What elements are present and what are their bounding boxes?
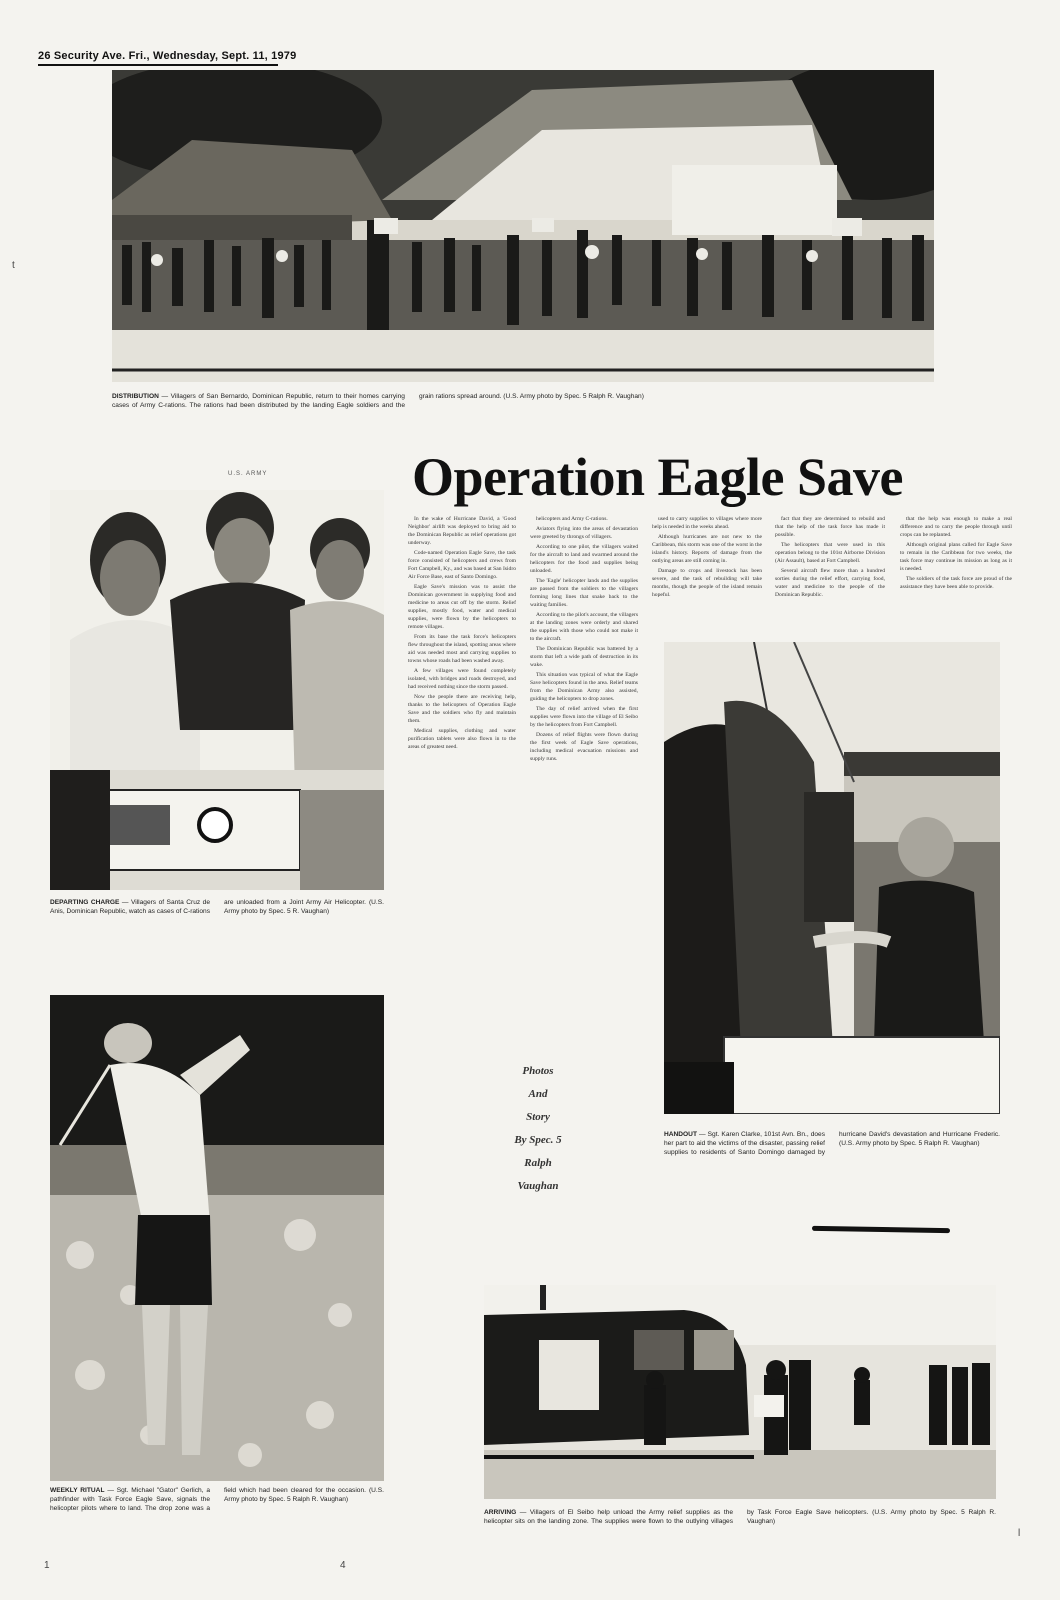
caption-left-upper xyxy=(50,898,384,936)
article-paragraph: In the wake of Hurricane David, a 'Good Neighbor' airlift was deployed to bring aid to the Dominican Republic as relief operations got underway. xyxy=(408,516,516,546)
ink-smudge xyxy=(812,1226,950,1233)
edge-mark: t xyxy=(12,260,15,271)
article-column-3 xyxy=(652,515,762,640)
article-paragraph: Damage to crops and livestock has been severe, and the task of rebuilding will take months, though the people of the island remain hopeful. xyxy=(652,568,762,598)
caption-left-upper-lead: DEPARTING CHARGE xyxy=(50,899,120,906)
helicopter-image xyxy=(484,1285,996,1499)
page-folio: 26 Security Ave. Fri., Wednesday, Sept. 11, 1979 xyxy=(38,50,278,66)
edge-mark: 4 xyxy=(340,1560,346,1571)
article-paragraph: According to one pilot, the villagers waited for the aircraft to land and swarmed around the helicopters for the food and supplies being unloaded. xyxy=(530,544,638,574)
article-paragraph: Aviators flying into the areas of devastation were greeted by throngs of villagers. xyxy=(530,526,638,540)
caption-left-lower xyxy=(50,1486,384,1524)
article-paragraph: fact that they are determined to rebuild and that the help of the task force has made it possible. xyxy=(775,516,885,538)
edge-mark: l xyxy=(1018,1528,1021,1539)
byline-line: Story xyxy=(526,1111,550,1123)
byline-line: Photos xyxy=(522,1065,554,1077)
small-photo-credit: U.S. ARMY xyxy=(228,471,268,477)
caption-right-mid-text: — Sgt. Karen Clarke, 101st Avn. Bn., does her part to aid the victims of the disaster, passing relief supplies to residents of Santo Domingo damaged by hurricane David's devastation and Hurricane Frederic. (U.S. Army photo by Spec. 5 Ralph R. Vaughan) xyxy=(664,1131,1000,1156)
article-column-1 xyxy=(408,515,516,1012)
photo-handout xyxy=(664,642,1000,1114)
caption-right-mid-lead: HANDOUT xyxy=(664,1131,697,1138)
byline-line: And xyxy=(528,1088,548,1100)
article-paragraph: The 'Eagle' helicopter lands and the supplies are passed from the soldiers to the villagers forming long lines that snake back to the waiting families. xyxy=(530,578,638,608)
headline: Operation Eagle Save xyxy=(412,447,903,507)
byline-line: Ralph xyxy=(524,1157,552,1169)
article-paragraph: The Dominican Republic was battered by a storm that left a wide path of destruction in its wake. xyxy=(530,646,638,668)
article-paragraph: Although original plans called for Eagle Save to remain in the Caribbean for two weeks, the task force may continue its mission as long as it is needed. xyxy=(900,542,1012,572)
byline-line: Vaughan xyxy=(517,1180,559,1192)
handout-image xyxy=(664,642,1000,1114)
article-paragraph: Medical supplies, clothing and water purification tablets were also flown in to the areas of greatest need. xyxy=(408,728,516,750)
caption-bottom-lead: ARRIVING xyxy=(484,1509,517,1516)
caption-top-lead: DISTRIBUTION xyxy=(112,393,159,400)
article-column-5 xyxy=(900,515,1012,640)
article-paragraph: The helicopters that were used in this operation belong to the 101st Airborne Division (Air Assault), based at Fort Campbell. xyxy=(775,542,885,564)
byline xyxy=(478,1060,598,1198)
article-paragraph: Now the people there are receiving help, thanks to the helicopters of Operation Eagle Save and the soldiers who fly and maintain them. xyxy=(408,694,516,724)
pathfinder-image xyxy=(50,995,384,1481)
article-paragraph: helicopters and Army C-rations. xyxy=(536,516,608,522)
caption-left-upper-text: — Villagers of Santa Cruz de Anis, Dominican Republic, watch as cases of C-rations are unloaded from a Joint Army Air Helicopter. (U.S. Army photo by Spec. 5 R. Vaughan) xyxy=(50,899,384,915)
article-column-2 xyxy=(530,515,638,1012)
caption-bottom-text: — Villagers of El Seibo help unload the Army relief supplies as the helicopter sits on the landing zone. The supplies were flown to the outlying villages by Task Force Eagle Save helicopters. (U.S. Army photo by Spec. 5 Ralph R. Vaughan) xyxy=(484,1509,996,1525)
edge-mark: 1 xyxy=(44,1560,50,1571)
caption-top xyxy=(112,392,712,418)
caption-top-text: — Villagers of San Bernardo, Dominican Republic, return to their homes carrying cases of Army C-rations. The rations had been distributed by the landing Eagle soldiers and the grain rations spread around. (U.S. Army photo by Spec. 5 Ralph R. Vaughan) xyxy=(112,393,644,409)
article-paragraph: used to carry supplies to villages where more help is needed in the weeks ahead. xyxy=(652,516,762,530)
photo-village-crowd xyxy=(112,70,934,382)
village-crowd-image xyxy=(112,70,934,382)
article-paragraph: Although hurricanes are not new to the Caribbean, this storm was one of the worst in the island's history. Reports of damage from the outlying areas are still coming in. xyxy=(652,534,762,564)
article-paragraph: that the help was enough to make a real difference and to carry the people through until crops can be replanted. xyxy=(900,516,1012,538)
photo-pathfinder xyxy=(50,995,384,1481)
photo-three-men xyxy=(50,490,384,890)
article-paragraph: The day of relief arrived when the first supplies were flown into the village of El Seibo by the helicopters from Fort Campbell. xyxy=(530,706,638,728)
article-paragraph: According to the pilot's account, the villagers at the landing zones were orderly and shared the supplies with those who could not make it to the aircraft. xyxy=(530,612,638,642)
caption-left-lower-lead: WEEKLY RITUAL xyxy=(50,1487,105,1494)
article-paragraph: The soldiers of the task force are proud of the assistance they have been able to provide. xyxy=(900,576,1012,590)
photo-helicopter xyxy=(484,1285,996,1499)
caption-left-lower-text: — Sgt. Michael "Gator" Gerlich, a pathfinder with Task Force Eagle Save, signals the helicopter pilots where to land. The drop zone was a field which had been cleared for the occasion. (U.S. Army photo by Spec. 5 Ralph R. Vaughan) xyxy=(50,1487,384,1512)
three-men-image xyxy=(50,490,384,890)
article-column-4 xyxy=(775,515,885,640)
caption-bottom xyxy=(484,1508,996,1546)
article-paragraph: Several aircraft flew more than a hundred sorties during the relief effort, carrying food, water and medicine to the people of the Dominican Republic. xyxy=(775,568,885,598)
article-paragraph: From its base the task force's helicopters flew throughout the island, spotting areas where aid was needed most and carrying supplies to towns whose roads had been washed away. xyxy=(408,634,516,664)
article-paragraph: This situation was typical of what the Eagle Save helicopters found in the area. Relief teams from the Dominican Army also assisted, guiding the helicopters to drop zones. xyxy=(530,672,638,702)
caption-right-mid xyxy=(664,1130,1000,1170)
article-paragraph: Eagle Save's mission was to assist the Dominican government in supplying food and medicine to areas cut off by the storm. Relief supplies, mostly food, water and medical supplies, were flown by the helicopters to remote villages. xyxy=(408,584,516,630)
article-paragraph: Code-named Operation Eagle Save, the task force consisted of helicopters and crews from Fort Campbell, Ky., and was based at San Isidro Air Force Base, east of Santo Domingo. xyxy=(408,550,516,580)
article-paragraph: A few villages were found completely isolated, with bridges and roads destroyed, and had received nothing since the storm passed. xyxy=(408,668,516,690)
byline-line: By Spec. 5 xyxy=(514,1134,562,1146)
article-paragraph: Dozens of relief flights were flown during the first week of Eagle Save operations, including medical evacuation missions and supply runs. xyxy=(530,732,638,762)
